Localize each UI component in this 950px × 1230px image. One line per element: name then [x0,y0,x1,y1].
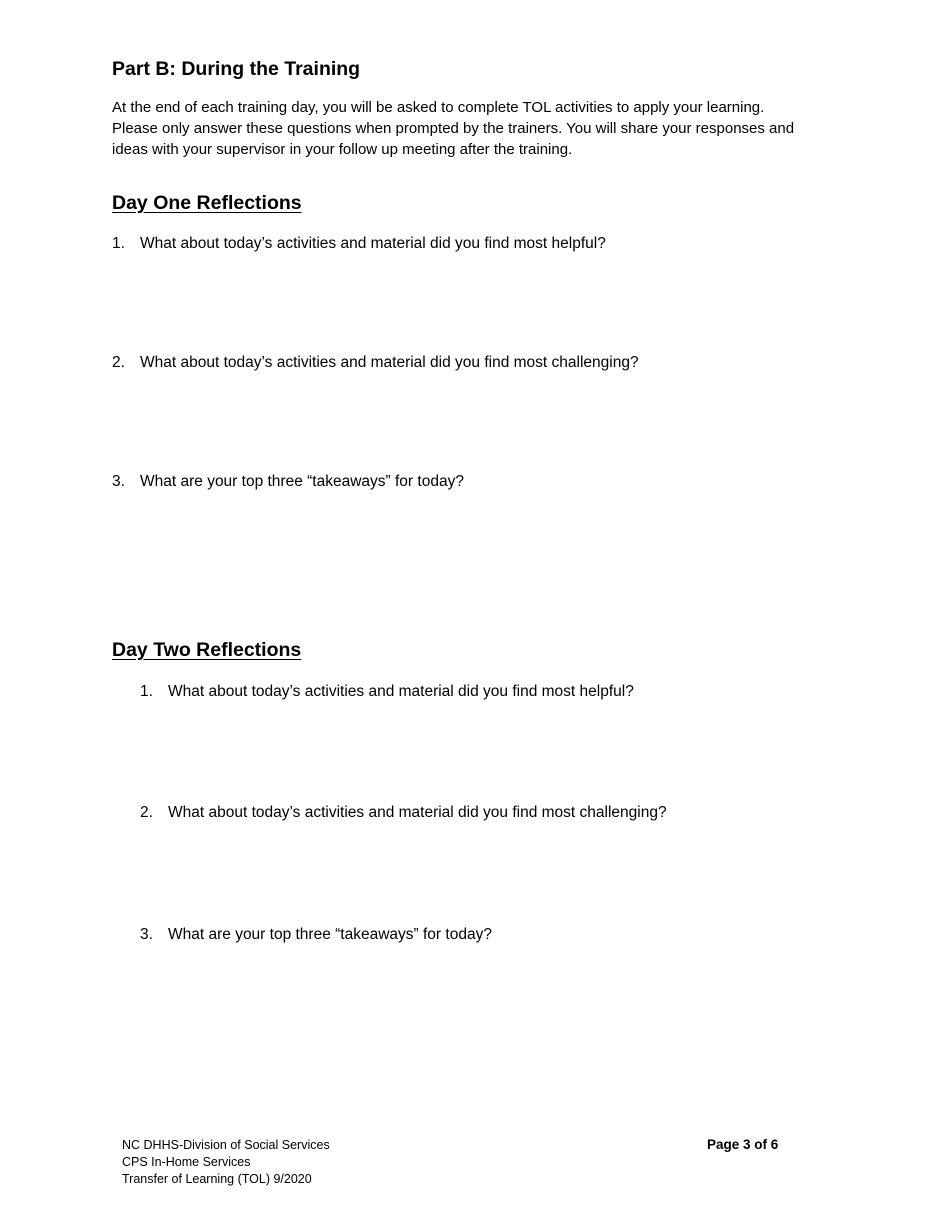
day-one-question-2 [112,352,639,374]
question-text: What about today’s activities and material did you find most challenging? [140,354,639,371]
question-text: What are your top three “takeaways” for today? [168,926,492,943]
question-number: 3. [112,473,125,490]
footer-organization: NC DHHS-Division of Social Services [122,1138,330,1152]
day-two-heading: Day Two Reflections [112,639,302,661]
question-number: 2. [112,354,125,371]
day-one-question-1 [112,233,606,255]
question-number: 3. [140,926,153,943]
intro-line: ideas with your supervisor in your follow up meeting after the training. [112,141,573,158]
page-title: Part B: During the Training [112,58,361,80]
footer-program: CPS In-Home Services [122,1155,251,1169]
intro-line: At the end of each training day, you will be asked to complete TOL activities to apply your learning. [112,99,765,116]
question-number: 1. [112,235,125,252]
question-text: What about today’s activities and material did you find most helpful? [140,235,606,252]
day-one-heading: Day One Reflections [112,192,302,214]
question-number: 2. [140,804,153,821]
question-text: What about today’s activities and material did you find most helpful? [168,683,634,700]
page-number: Page 3 of 6 [707,1137,779,1152]
question-text: What are your top three “takeaways” for today? [140,473,464,490]
question-number: 1. [140,683,153,700]
day-one-question-3 [112,471,464,493]
footer-info [122,1137,330,1188]
day-two-question-3 [140,924,492,946]
intro-paragraph [112,97,832,160]
day-two-question-2 [140,802,667,824]
footer-document: Transfer of Learning (TOL) 9/2020 [122,1172,312,1186]
question-text: What about today’s activities and material did you find most challenging? [168,804,667,821]
day-two-question-1 [140,681,634,703]
intro-line: Please only answer these questions when prompted by the trainers. You will share your responses and [112,120,795,137]
